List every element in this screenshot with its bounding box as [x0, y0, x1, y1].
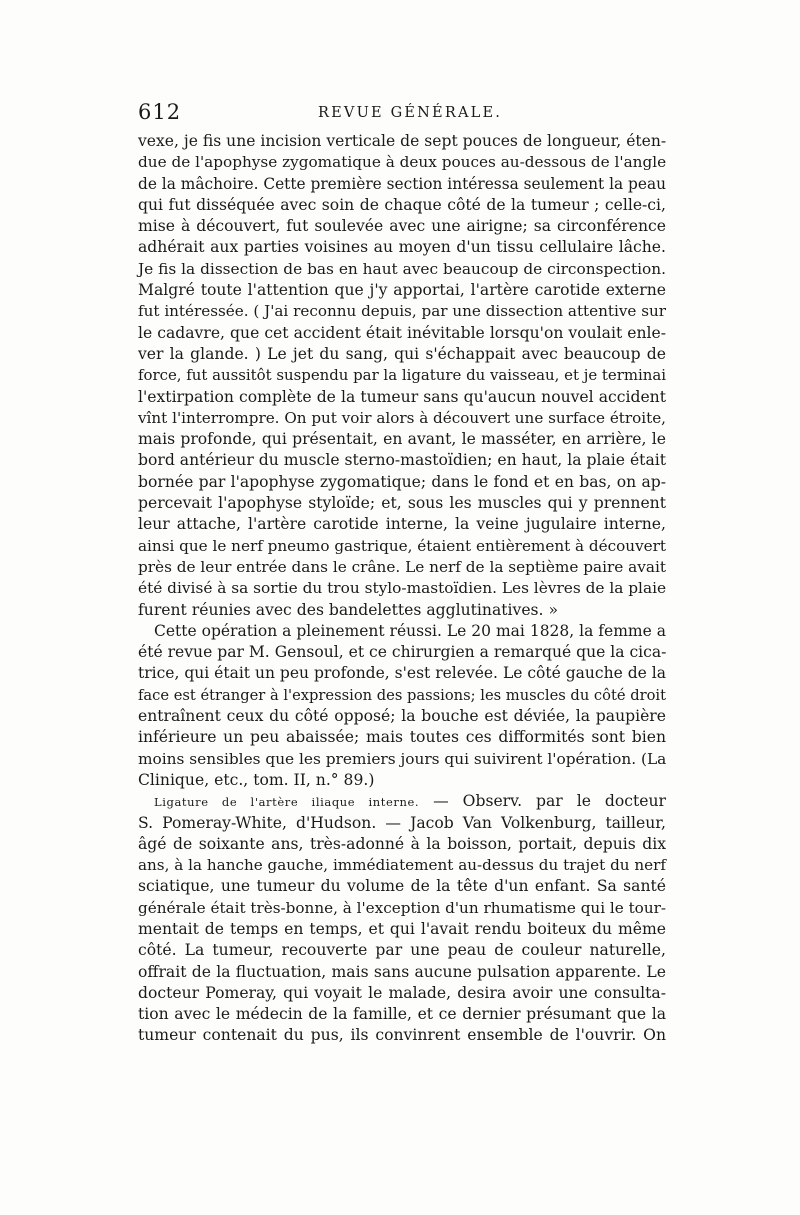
section-heading: Ligature de l'artère iliaque interne. [154, 795, 420, 810]
text-line: ainsi que le nerf pneumo gastrique, étaient entièrement à découvert [138, 536, 666, 555]
text-line: fut intéressée. ( J'ai reconnu depuis, par une dissection attentive sur [138, 302, 666, 321]
section-heading-line [138, 791, 666, 812]
text-line: vînt l'interrompre. On put voir alors à découvert une surface étroite, [138, 408, 666, 427]
text-line: tumeur contenait du pus, ils convinrent ensemble de l'ouvrir. On [138, 1026, 666, 1045]
body-text [138, 131, 666, 1047]
text-line: adhérait aux parties voisines au moyen d'un tissu cellulaire lâche. [138, 238, 666, 257]
text-line: Cette opération a pleinement réussi. Le 20 mai 1828, la femme a [154, 621, 666, 640]
text-line: Malgré toute l'attention que j'y apportai, l'artère carotide externe [138, 281, 666, 300]
section-heading-rest: — Observ. par le docteur [419, 792, 666, 811]
text-line: de la mâchoire. Cette première section intéressa seulement la peau [138, 174, 667, 193]
text-line: été divisé à sa sortie du trou stylo-mastoïdien. Les lèvres de la plaie [138, 579, 667, 598]
text-line: offrait de la fluctuation, mais sans aucune pulsation apparente. Le [138, 962, 666, 981]
text-line: force, fut aussitôt suspendu par la ligature du vaisseau, et je terminai [138, 366, 666, 385]
text-line: mise à découvert, fut soulevée avec une airigne; sa circonférence [138, 217, 666, 236]
text-line: S. Pomeray-White, d'Hudson. — Jacob Van Volkenburg, tailleur, [138, 813, 666, 832]
text-line: entraînent ceux du côté opposé; la bouche est déviée, la paupière [138, 707, 666, 726]
text-line: qui fut disséquée avec soin de chaque côté de la tumeur ; celle-ci, [138, 195, 666, 214]
running-head: REVUE GÉNÉRALE. [318, 105, 503, 121]
text-line: due de l'apophyse zygomatique à deux pouces au-dessous de l'angle [138, 153, 667, 172]
text-line: trice, qui était un peu profonde, s'est relevée. Le côté gauche de la [138, 664, 666, 683]
text-line: leur attache, l'artère carotide interne, la veine jugulaire interne, [138, 515, 666, 534]
text-line: vexe, je fis une incision verticale de sept pouces de longueur, éten- [138, 132, 667, 150]
text-line: sciatique, une tumeur du volume de la tête d'un enfant. Sa santé [138, 877, 666, 896]
text-line: ans, à la hanche gauche, immédiatement au-dessus du trajet du nerf [138, 856, 666, 875]
text-line: furent réunies avec des bandelettes agglutinatives. » [138, 600, 559, 619]
text-line: générale était très-bonne, à l'exception d'un rhumatisme qui le tour- [138, 898, 666, 917]
text-line: l'extirpation complète de la tumeur sans qu'aucun nouvel accident [138, 387, 666, 406]
text-line: bord antérieur du muscle sterno-mastoïdien; en haut, la plaie était [138, 451, 666, 470]
text-line: percevait l'apophyse styloïde; et, sous les muscles qui y prennent [138, 494, 666, 513]
text-line: côté. La tumeur, recouverte par une peau de couleur naturelle, [138, 941, 666, 960]
text-line: docteur Pomeray, qui voyait le malade, desira avoir une consulta- [138, 983, 666, 1002]
text-line: mentait de temps en temps, et qui l'avait rendu boiteux du même [138, 919, 666, 938]
text-line: près de leur entrée dans le crâne. Le nerf de la septième paire avait [138, 557, 666, 576]
text-line: moins sensibles que les premiers jours qui suivirent l'opération. (La [138, 749, 667, 768]
text-line: Clinique, etc., tom. II, n.° 89.) [138, 770, 375, 789]
text-line: le cadavre, que cet accident était inévitable lorsqu'on voulait enle- [138, 323, 666, 342]
text-line: âgé de soixante ans, très-adonné à la boisson, portait, depuis dix [138, 834, 666, 853]
page-number: 612 [138, 100, 182, 124]
text-line: mais profonde, qui présentait, en avant, le masséter, en arrière, le [138, 430, 666, 449]
text-line: Je fis la dissection de bas en haut avec beaucoup de circonspection. [138, 259, 666, 278]
text-line: inférieure un peu abaissée; mais toutes ces difformités sont bien [138, 728, 666, 747]
text-line: bornée par l'apophyse zygomatique; dans le fond et en bas, on ap- [138, 472, 666, 491]
page-header [138, 100, 666, 126]
text-line: face est étranger à l'expression des passions; les muscles du côté droit [138, 686, 666, 704]
text-line: été revue par M. Gensoul, et ce chirurgien a remarqué que la cica- [138, 643, 667, 662]
text-line: tion avec le médecin de la famille, et ce dernier présumant que la [138, 1005, 666, 1024]
text-line: ver la glande. ) Le jet du sang, qui s'échappait avec beaucoup de [138, 344, 666, 363]
